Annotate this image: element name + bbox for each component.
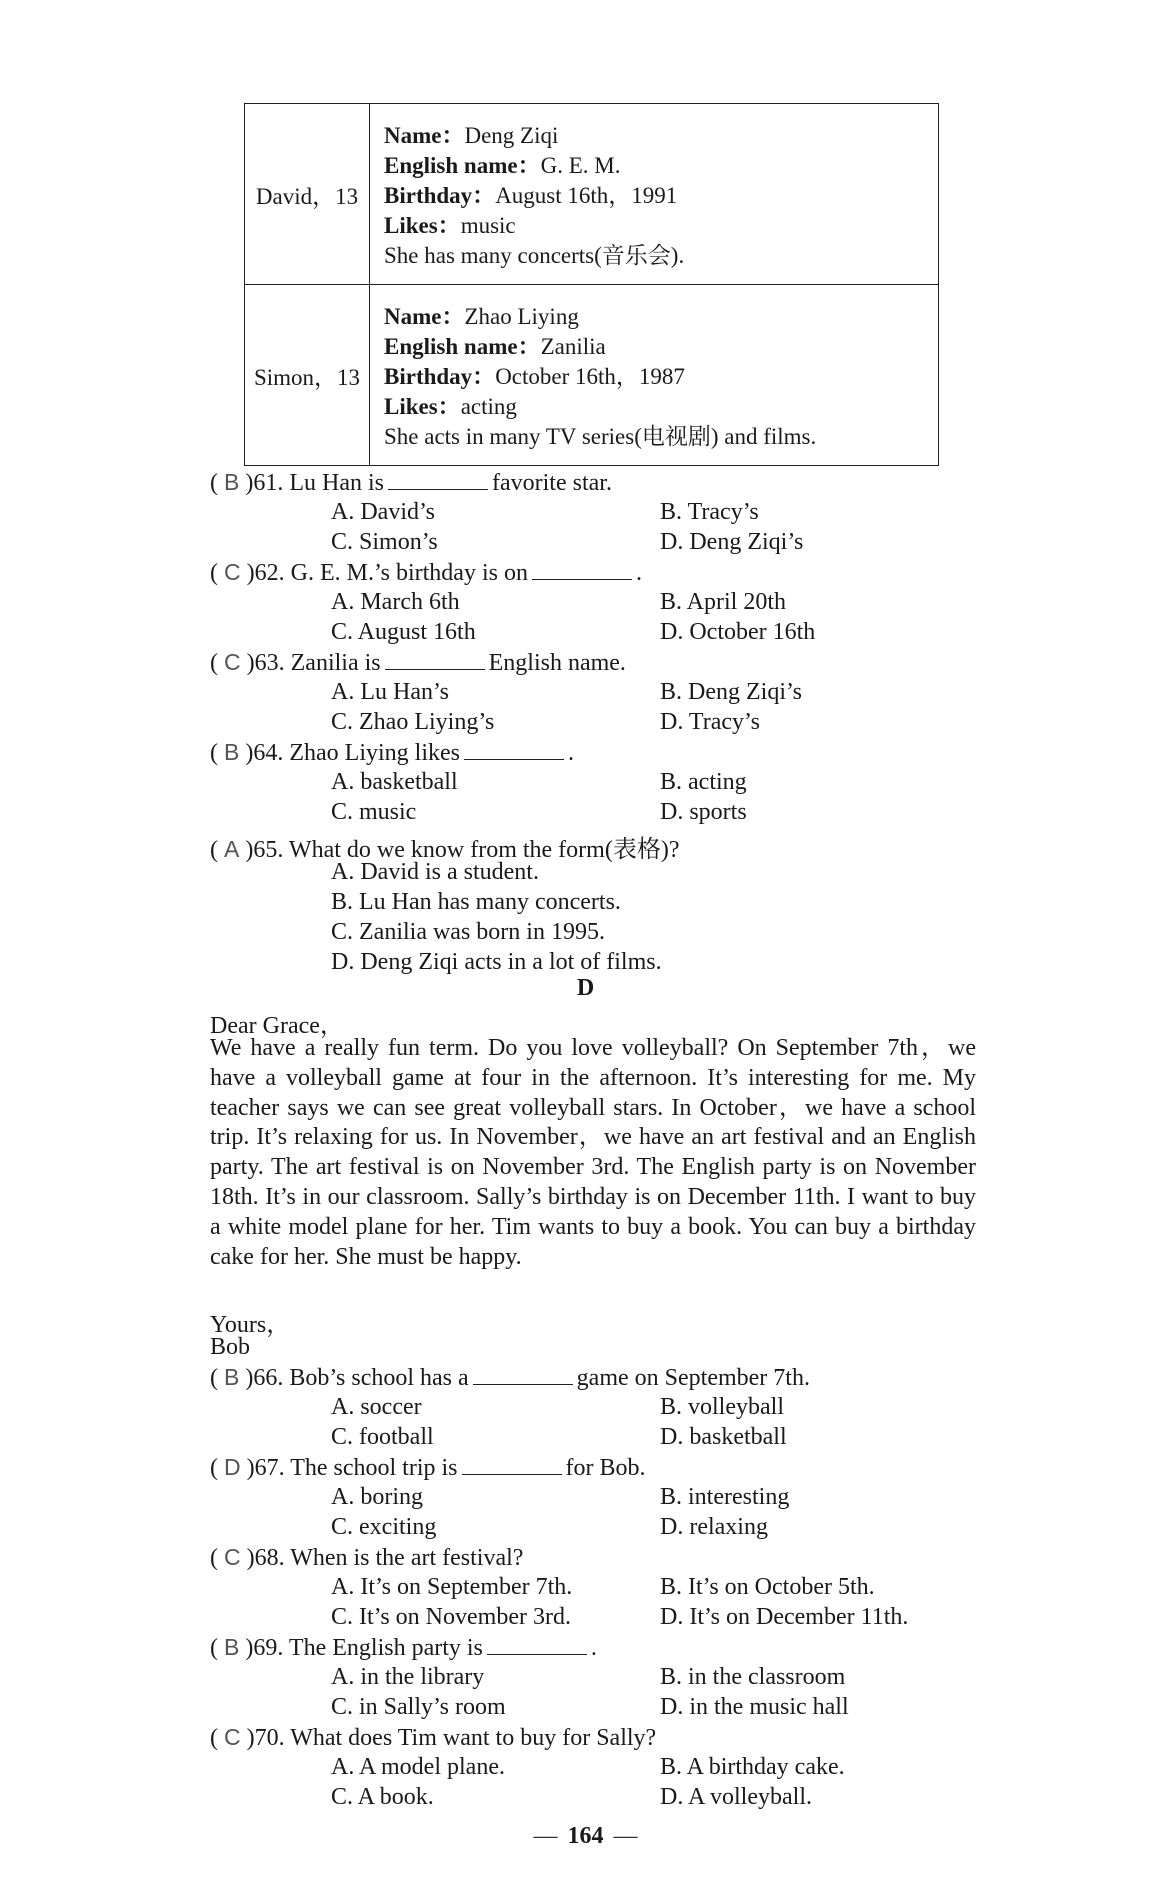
- option: B. A birthday cake.: [660, 1754, 845, 1780]
- detail-line: English name：Zanilia: [384, 333, 606, 359]
- detail-line: Name：Zhao Liying: [384, 303, 579, 329]
- detail-line: Birthday：August 16th，1991: [384, 182, 678, 208]
- option: B. Tracy’s: [660, 499, 759, 525]
- table-row: [245, 104, 939, 285]
- option: A. A model plane.: [331, 1754, 505, 1780]
- answer-mark: B: [224, 1364, 240, 1390]
- letter-closing: Yours，: [210, 1312, 291, 1338]
- option: D. October 16th: [660, 619, 816, 645]
- person-cell: David，13: [245, 104, 370, 285]
- option: C. It’s on November 3rd.: [331, 1604, 571, 1630]
- detail-line: She has many concerts(音乐会).: [384, 242, 685, 268]
- option: C. exciting: [331, 1514, 437, 1540]
- option: D. sports: [660, 799, 747, 825]
- letter-body: We have a really fun term. Do you love volleyball? On September 7th，we have a volleyball game at four in the afternoon. It’s interesting for me. My teacher says we can see great volleyball stars. In October，we have a school trip. It’s relaxing for us. In November，we have an art festival and an English party. The art festival is on November 3rd. The English party is on November 18th. It’s in our classroom. Sally’s birthday is on December 11th. I want to buy a white model plane for her. Tim wants to buy a book. You can buy a birthday cake for her. She must be happy.: [210, 1035, 976, 1270]
- detail-line: Likes：acting: [384, 393, 517, 419]
- details-cell: [370, 104, 939, 285]
- option: B. interesting: [660, 1484, 790, 1510]
- answer-blank: [487, 1634, 587, 1655]
- option: B. It’s on October 5th.: [660, 1574, 875, 1600]
- answer-mark: D: [224, 1454, 241, 1480]
- detail-line: Birthday：October 16th，1987: [384, 363, 685, 389]
- answer-mark: C: [224, 649, 241, 675]
- option: C. A book.: [331, 1784, 434, 1810]
- option: A. soccer: [331, 1394, 422, 1420]
- question-62: ( C )62. G. E. M.’s birthday is on .: [210, 559, 642, 586]
- option: A. Lu Han’s: [331, 679, 449, 705]
- answer-mark: C: [224, 1544, 241, 1570]
- option: D. basketball: [660, 1424, 787, 1450]
- option: A. David is a student.: [331, 859, 539, 885]
- option: C. Zhao Liying’s: [331, 709, 495, 735]
- option: A. boring: [331, 1484, 423, 1510]
- answer-mark: B: [224, 1634, 240, 1660]
- answer-blank: [385, 649, 485, 670]
- answer-mark: B: [224, 469, 240, 495]
- question-64: ( B )64. Zhao Liying likes .: [210, 739, 574, 766]
- option: D. A volleyball.: [660, 1784, 812, 1810]
- option: B. in the classroom: [660, 1664, 846, 1690]
- answer-blank: [473, 1364, 573, 1385]
- question-61: ( B )61. Lu Han is favorite star.: [210, 469, 612, 496]
- option: D. relaxing: [660, 1514, 768, 1540]
- option: B. volleyball: [660, 1394, 784, 1420]
- option: A. It’s on September 7th.: [331, 1574, 573, 1600]
- option: A. David’s: [331, 499, 435, 525]
- person-cell: Simon，13: [245, 285, 370, 466]
- option: B. Lu Han has many concerts.: [331, 889, 621, 915]
- answer-mark: B: [224, 739, 240, 765]
- option: C. August 16th: [331, 619, 476, 645]
- option: D. in the music hall: [660, 1694, 849, 1720]
- detail-line: She acts in many TV series(电视剧) and films.: [384, 423, 817, 449]
- option: C. football: [331, 1424, 434, 1450]
- answer-blank: [464, 739, 564, 760]
- option: C. music: [331, 799, 417, 825]
- question-67: ( D )67. The school trip is for Bob.: [210, 1454, 646, 1481]
- details-cell: [370, 285, 939, 466]
- option: D. Tracy’s: [660, 709, 761, 735]
- info-table: [244, 103, 939, 466]
- letter-greeting: Dear Grace，: [210, 1013, 344, 1039]
- detail-line: Name：Deng Ziqi: [384, 122, 559, 148]
- answer-blank: [532, 559, 632, 580]
- detail-line: English name：G. E. M.: [384, 152, 621, 178]
- answer-mark: A: [224, 836, 240, 862]
- option: A. in the library: [331, 1664, 485, 1690]
- question-66: ( B )66. Bob’s school has a game on September 7th.: [210, 1364, 810, 1391]
- option: D. It’s on December 11th.: [660, 1604, 909, 1630]
- detail-line: Likes：music: [384, 212, 516, 238]
- question-70: ( C )70. What does Tim want to buy for Sally?: [210, 1724, 657, 1751]
- answer-blank: [388, 469, 488, 490]
- answer-blank: [462, 1454, 562, 1475]
- letter-signature: Bob: [210, 1334, 251, 1360]
- option: A. basketball: [331, 769, 458, 795]
- option: C. in Sally’s room: [331, 1694, 506, 1720]
- question-63: ( C )63. Zanilia is English name.: [210, 649, 626, 676]
- option: C. Zanilia was born in 1995.: [331, 919, 605, 945]
- question-68: ( C )68. When is the art festival?: [210, 1544, 524, 1571]
- option: B. acting: [660, 769, 747, 795]
- option: C. Simon’s: [331, 529, 438, 555]
- answer-mark: C: [224, 1724, 241, 1750]
- page-number: — 164 —: [533, 1823, 638, 1849]
- option: B. April 20th: [660, 589, 787, 615]
- answer-mark: C: [224, 559, 241, 585]
- table-row: [245, 285, 939, 466]
- option: B. Deng Ziqi’s: [660, 679, 802, 705]
- question-69: ( B )69. The English party is .: [210, 1634, 597, 1661]
- option: D. Deng Ziqi acts in a lot of films.: [331, 949, 662, 975]
- option: A. March 6th: [331, 589, 460, 615]
- option: D. Deng Ziqi’s: [660, 529, 804, 555]
- question-65: ( A )65. What do we know from the form(表格)?: [210, 836, 680, 863]
- section-heading: D: [576, 975, 595, 1001]
